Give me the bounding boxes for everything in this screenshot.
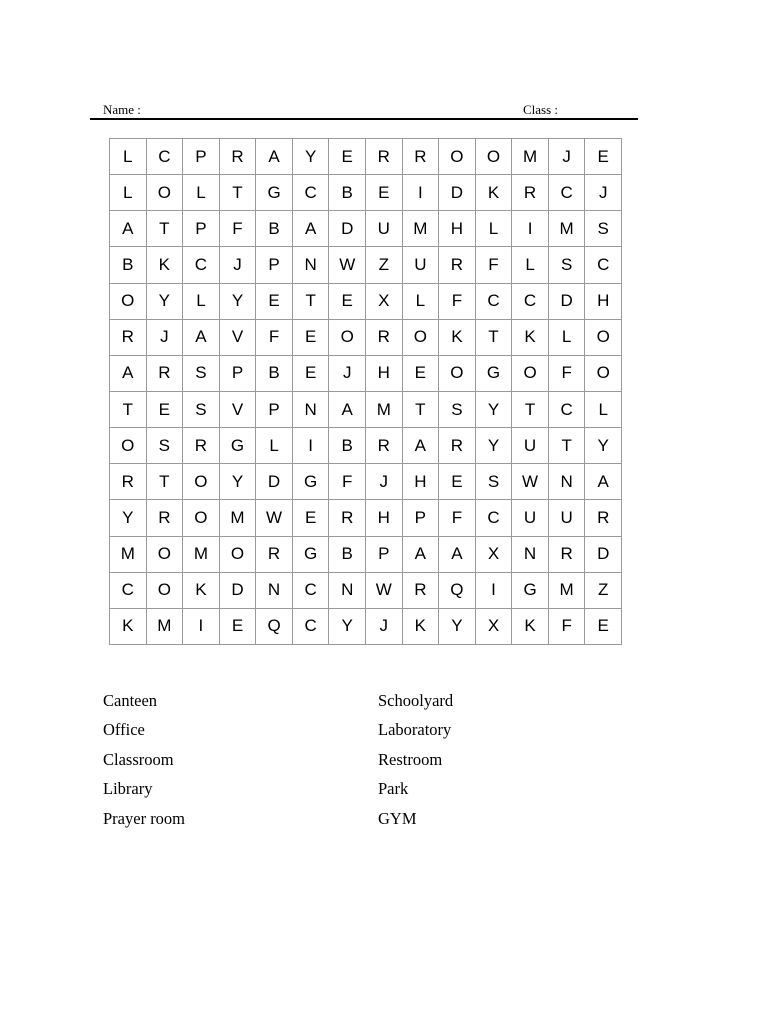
grid-cell: M: [110, 537, 147, 573]
grid-cell: L: [110, 175, 147, 211]
grid-cell: U: [512, 500, 549, 536]
word-list-item: Park: [378, 779, 409, 799]
grid-cell: L: [476, 211, 513, 247]
grid-cell: I: [293, 428, 330, 464]
grid-cell: C: [585, 247, 622, 283]
class-label: Class :: [523, 102, 559, 117]
grid-cell: C: [293, 573, 330, 609]
grid-cell: O: [585, 320, 622, 356]
grid-cell: R: [147, 500, 184, 536]
grid-cell: C: [476, 500, 513, 536]
grid-cell: N: [256, 573, 293, 609]
grid-cell: L: [110, 139, 147, 175]
grid-cell: L: [256, 428, 293, 464]
grid-cell: E: [329, 139, 366, 175]
grid-cell: F: [439, 500, 476, 536]
grid-cell: E: [403, 356, 440, 392]
grid-cell: A: [329, 392, 366, 428]
grid-cell: R: [366, 320, 403, 356]
grid-cell: C: [183, 247, 220, 283]
word-list-item: Office: [103, 720, 145, 740]
grid-cell: C: [549, 175, 586, 211]
grid-cell: C: [293, 175, 330, 211]
grid-cell: K: [147, 247, 184, 283]
grid-cell: B: [329, 175, 366, 211]
grid-cell: E: [366, 175, 403, 211]
grid-cell: R: [183, 428, 220, 464]
grid-cell: L: [549, 320, 586, 356]
word-list-item: Library: [103, 779, 153, 799]
grid-cell: E: [293, 356, 330, 392]
grid-cell: U: [549, 500, 586, 536]
grid-cell: M: [147, 609, 184, 645]
grid-cell: F: [439, 284, 476, 320]
grid-cell: A: [403, 537, 440, 573]
grid-cell: A: [439, 537, 476, 573]
grid-cell: T: [293, 284, 330, 320]
grid-cell: A: [256, 139, 293, 175]
header-underline: [90, 118, 638, 120]
grid-cell: I: [183, 609, 220, 645]
word-list-item: Laboratory: [378, 720, 452, 740]
grid-cell: P: [256, 247, 293, 283]
grid-cell: D: [549, 284, 586, 320]
grid-cell: Y: [476, 392, 513, 428]
grid-cell: E: [585, 139, 622, 175]
grid-cell: Y: [147, 284, 184, 320]
grid-cell: C: [147, 139, 184, 175]
grid-cell: F: [549, 609, 586, 645]
grid-cell: Y: [585, 428, 622, 464]
grid-cell: A: [110, 356, 147, 392]
grid-cell: O: [585, 356, 622, 392]
grid-cell: O: [512, 356, 549, 392]
grid-cell: G: [512, 573, 549, 609]
grid-cell: O: [439, 356, 476, 392]
word-list-item: Schoolyard: [378, 691, 454, 710]
grid-cell: W: [512, 464, 549, 500]
grid-cell: O: [329, 320, 366, 356]
grid-cell: B: [329, 428, 366, 464]
grid-cell: J: [366, 464, 403, 500]
grid-cell: A: [183, 320, 220, 356]
grid-cell: B: [256, 211, 293, 247]
grid-cell: G: [293, 464, 330, 500]
word-list-left: [103, 686, 185, 833]
grid-cell: C: [549, 392, 586, 428]
grid-cell: H: [585, 284, 622, 320]
grid-cell: W: [366, 573, 403, 609]
grid-cell: K: [439, 320, 476, 356]
grid-cell: K: [512, 320, 549, 356]
grid-cell: R: [439, 428, 476, 464]
grid-cell: Z: [585, 573, 622, 609]
grid-cell: O: [183, 464, 220, 500]
grid-cell: R: [366, 428, 403, 464]
grid-cell: R: [220, 139, 257, 175]
grid-cell: V: [220, 392, 257, 428]
grid-cell: T: [403, 392, 440, 428]
grid-cell: J: [220, 247, 257, 283]
grid-cell: J: [366, 609, 403, 645]
grid-cell: G: [293, 537, 330, 573]
grid-cell: U: [366, 211, 403, 247]
grid-cell: R: [403, 139, 440, 175]
word-list-item: Canteen: [103, 691, 158, 710]
grid-cell: M: [549, 211, 586, 247]
grid-cell: J: [147, 320, 184, 356]
grid-cell: K: [183, 573, 220, 609]
grid-cell: R: [366, 139, 403, 175]
grid-cell: E: [293, 320, 330, 356]
word-list-item: Classroom: [103, 749, 174, 769]
grid-cell: Z: [366, 247, 403, 283]
word-list-right: [378, 686, 453, 833]
grid-cell: V: [220, 320, 257, 356]
grid-cell: F: [549, 356, 586, 392]
grid-cell: M: [183, 537, 220, 573]
grid-cell: R: [256, 537, 293, 573]
grid-cell: H: [366, 500, 403, 536]
grid-cell: M: [220, 500, 257, 536]
grid-cell: B: [256, 356, 293, 392]
grid-cell: S: [439, 392, 476, 428]
grid-cell: L: [585, 392, 622, 428]
grid-cell: K: [403, 609, 440, 645]
word-search-grid: [109, 138, 622, 645]
grid-cell: G: [476, 356, 513, 392]
grid-cell: M: [403, 211, 440, 247]
grid-cell: C: [476, 284, 513, 320]
grid-cell: D: [439, 175, 476, 211]
grid-cell: U: [403, 247, 440, 283]
grid-cell: O: [403, 320, 440, 356]
grid-cell: R: [110, 464, 147, 500]
grid-cell: Y: [220, 464, 257, 500]
grid-cell: O: [147, 175, 184, 211]
grid-cell: T: [549, 428, 586, 464]
grid-cell: R: [512, 175, 549, 211]
grid-cell: R: [549, 537, 586, 573]
grid-cell: D: [329, 211, 366, 247]
grid-cell: S: [549, 247, 586, 283]
grid-cell: F: [220, 211, 257, 247]
grid-cell: X: [366, 284, 403, 320]
grid-cell: G: [256, 175, 293, 211]
grid-cell: O: [439, 139, 476, 175]
grid-cell: P: [403, 500, 440, 536]
grid-cell: R: [110, 320, 147, 356]
grid-cell: M: [512, 139, 549, 175]
grid-cell: W: [256, 500, 293, 536]
grid-cell: T: [110, 392, 147, 428]
grid-cell: D: [256, 464, 293, 500]
grid-cell: J: [549, 139, 586, 175]
grid-cell: Y: [110, 500, 147, 536]
grid-cell: L: [183, 284, 220, 320]
grid-cell: Y: [329, 609, 366, 645]
grid-cell: S: [147, 428, 184, 464]
grid-cell: A: [293, 211, 330, 247]
grid-cell: B: [329, 537, 366, 573]
grid-cell: E: [256, 284, 293, 320]
grid-cell: S: [585, 211, 622, 247]
grid-cell: T: [476, 320, 513, 356]
grid-cell: K: [110, 609, 147, 645]
grid-cell: E: [439, 464, 476, 500]
grid-cell: Y: [439, 609, 476, 645]
grid-cell: D: [220, 573, 257, 609]
grid-cell: J: [585, 175, 622, 211]
grid-cell: N: [293, 392, 330, 428]
grid-cell: C: [110, 573, 147, 609]
grid-cell: K: [476, 175, 513, 211]
grid-cell: A: [110, 211, 147, 247]
grid-cell: X: [476, 609, 513, 645]
grid-cell: S: [183, 392, 220, 428]
grid-cell: W: [329, 247, 366, 283]
grid-cell: A: [403, 428, 440, 464]
grid-cell: R: [147, 356, 184, 392]
grid-cell: D: [585, 537, 622, 573]
grid-cell: O: [147, 537, 184, 573]
grid-cell: N: [512, 537, 549, 573]
grid-cell: P: [366, 537, 403, 573]
grid-cell: H: [366, 356, 403, 392]
grid-cell: T: [147, 464, 184, 500]
name-label: Name :: [103, 102, 141, 117]
grid-cell: A: [585, 464, 622, 500]
grid-cell: O: [220, 537, 257, 573]
grid-cell: E: [585, 609, 622, 645]
grid-cell: P: [256, 392, 293, 428]
grid-cell: O: [110, 284, 147, 320]
grid-cell: O: [476, 139, 513, 175]
grid-cell: O: [147, 573, 184, 609]
grid-cell: F: [476, 247, 513, 283]
grid-cell: O: [110, 428, 147, 464]
grid-cell: E: [329, 284, 366, 320]
grid-cell: L: [183, 175, 220, 211]
grid-cell: J: [329, 356, 366, 392]
grid-cell: T: [220, 175, 257, 211]
grid-cell: Y: [220, 284, 257, 320]
grid-cell: C: [512, 284, 549, 320]
grid-cell: P: [183, 139, 220, 175]
grid-cell: F: [256, 320, 293, 356]
grid-cell: N: [293, 247, 330, 283]
word-list-item: Prayer room: [103, 808, 186, 828]
grid-cell: S: [183, 356, 220, 392]
grid-cell: N: [549, 464, 586, 500]
grid-cell: R: [329, 500, 366, 536]
grid-cell: U: [512, 428, 549, 464]
grid-cell: K: [512, 609, 549, 645]
grid-cell: I: [512, 211, 549, 247]
grid-cell: H: [403, 464, 440, 500]
grid-cell: E: [147, 392, 184, 428]
word-list-item: Restroom: [378, 749, 443, 769]
grid-cell: I: [476, 573, 513, 609]
grid-cell: P: [220, 356, 257, 392]
grid-cell: S: [476, 464, 513, 500]
grid-cell: E: [220, 609, 257, 645]
grid-cell: H: [439, 211, 476, 247]
grid-cell: M: [549, 573, 586, 609]
grid-cell: R: [585, 500, 622, 536]
grid-cell: F: [329, 464, 366, 500]
grid-cell: L: [512, 247, 549, 283]
grid-cell: X: [476, 537, 513, 573]
grid-cell: T: [147, 211, 184, 247]
grid-cell: E: [293, 500, 330, 536]
grid-cell: Y: [476, 428, 513, 464]
worksheet-header: [90, 100, 638, 120]
grid-cell: R: [403, 573, 440, 609]
grid-cell: O: [183, 500, 220, 536]
grid-cell: I: [403, 175, 440, 211]
grid-cell: Q: [256, 609, 293, 645]
grid-cell: T: [512, 392, 549, 428]
grid-cell: G: [220, 428, 257, 464]
grid-cell: M: [366, 392, 403, 428]
grid-cell: L: [403, 284, 440, 320]
grid-cell: B: [110, 247, 147, 283]
grid-cell: P: [183, 211, 220, 247]
grid-cell: N: [329, 573, 366, 609]
grid-cell: R: [439, 247, 476, 283]
grid-cell: C: [293, 609, 330, 645]
word-list-item: GYM: [378, 808, 417, 828]
grid-cell: Y: [293, 139, 330, 175]
grid-cell: Q: [439, 573, 476, 609]
